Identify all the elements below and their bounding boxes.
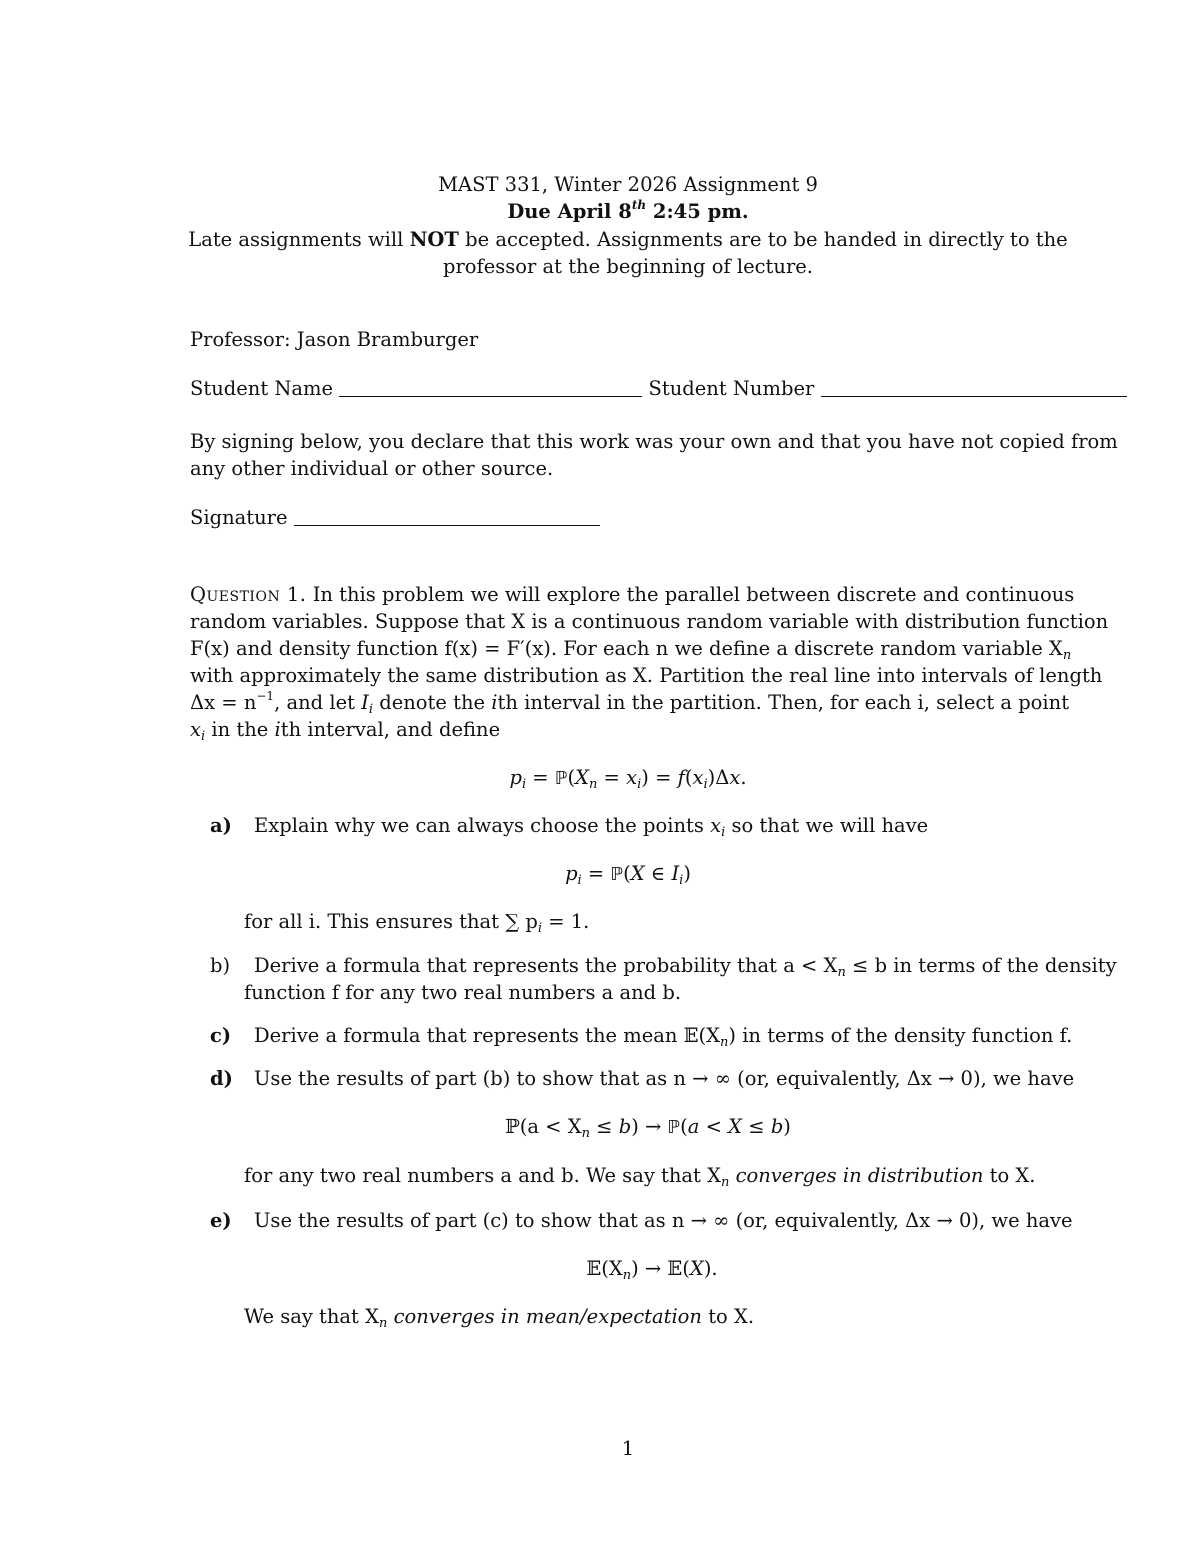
question-intro-line2 — [190, 610, 1108, 633]
question-intro-line5: $\Delta x = n^{-1}$, and let $I_i$ denote the ith interval in the partition. Then, for each i, select a point — [190, 689, 1070, 717]
intro-line-6: th interval, and define — [280, 718, 501, 741]
part-e-line1 — [210, 1209, 1073, 1232]
part-b-label: b) — [210, 954, 231, 977]
intro-line-2: random variables. Suppose that X is a continuous random variable with distribution function — [190, 610, 1109, 633]
part-e-label: e) — [210, 1209, 232, 1232]
part-b-line2 — [244, 981, 681, 1004]
due-date — [0, 200, 1200, 223]
course-line: MAST 331, Winter 2026 Assignment 9 — [438, 173, 818, 196]
part-a-after2: = 1. — [548, 910, 590, 933]
part-c-text1: Derive a formula that represents the mean 𝔼(X — [254, 1024, 721, 1047]
late-before: Late assignments will — [188, 228, 404, 251]
late-line2: professor at the beginning of lecture. — [442, 255, 813, 278]
page-number — [0, 1437, 1200, 1460]
student-fields — [190, 377, 1127, 400]
part-d-label: d) — [210, 1067, 233, 1090]
declaration-line1 — [190, 430, 1118, 453]
part-a-text: Explain why we can always choose the points — [254, 814, 704, 837]
signature-field[interactable] — [294, 507, 600, 526]
part-a-label: a) — [210, 814, 232, 837]
part-a-text2: so that we will have — [731, 814, 929, 837]
part-a-equation: $p_i$ = ℙ(X ∈ $I_i$) — [565, 862, 691, 888]
declaration-line2 — [190, 457, 553, 480]
intro-line-4: with approximately the same distribution as X. Partition the real line into intervals of length — [190, 664, 1103, 687]
part-d-after2: to X. — [989, 1164, 1036, 1187]
part-d-after: for any two real numbers a and b. We say that $X_n$ converges in distribution to X. — [244, 1164, 1036, 1190]
part-b-text1: Derive a formula that represents the probability that a < X — [254, 954, 838, 977]
part-a-after: for all i. This ensures that ∑ $p_i = 1$. — [244, 910, 590, 936]
part-d-after-text: for any two real numbers a and b. We say that X — [244, 1164, 721, 1187]
question-intro-line3: F(x) and density function f(x) = F′(x). For each n we define a discrete random variable $X_n$ — [190, 637, 1072, 663]
main-eq-p: p — [509, 766, 522, 789]
intro-line-1: In this problem we will explore the parallel between discrete and continuous — [312, 583, 1075, 606]
part-b-text1b: ≤ b in terms of the density — [852, 954, 1117, 977]
part-a-line1: a) Explain why we can always choose the points $x_i$ so that we will have — [210, 814, 929, 840]
intro-line-5b: th interval in the partition. Then, for each i, select a point — [497, 691, 1070, 714]
due-prefix: Due April 8 — [507, 200, 632, 223]
late-after: be accepted. Assignments are to be handed in directly to the — [465, 228, 1068, 251]
part-a-after-text: for all i. This ensures that ∑ p — [244, 910, 538, 933]
question-intro-line6: $x_i$ in the ith interval, and define — [190, 718, 501, 744]
question-heading: Question 1. — [190, 583, 307, 606]
part-e-equation: $𝔼(X_n)$ → 𝔼(X). — [586, 1257, 718, 1283]
part-c-text1b: ) in terms of the density function f. — [728, 1024, 1073, 1047]
intro-line-5: Δx = n — [190, 691, 257, 714]
student-number-label: Student Number — [648, 377, 815, 400]
part-d-after-italic: converges in distribution — [735, 1164, 984, 1187]
part-e-after: We say that $X_n$ converges in mean/expectation to X. — [244, 1305, 755, 1331]
part-e-after-text: We say that X — [244, 1305, 379, 1328]
part-b-text2: function f for any two real numbers a and b. — [244, 981, 682, 1004]
part-e-eq: 𝔼(X — [586, 1257, 623, 1280]
course-title — [0, 173, 1200, 196]
declaration-text1: By signing below, you declare that this work was your own and that you have not copied from — [190, 430, 1118, 453]
part-b-line1: b) Derive a formula that represents the probability that $a < X_n \le b$ in terms of the density — [210, 954, 1117, 980]
due-sup: th — [631, 198, 647, 212]
part-e-text1: Use the results of part (c) to show that as n → ∞ (or, equivalently, Δx → 0), we have — [254, 1209, 1073, 1232]
question-intro-line1 — [190, 583, 1074, 606]
part-a-eq-p: p — [565, 862, 578, 885]
part-e-after2: to X. — [708, 1305, 755, 1328]
intro-line-3: F(x) and density function f(x) = F′(x). For each n we define a discrete random variable X — [190, 637, 1063, 660]
professor-text: Professor: Jason Bramburger — [190, 328, 479, 351]
late-policy-line2 — [0, 255, 1200, 278]
part-c-line1: c) Derive a formula that represents the mean $𝔼(X_n)$ in terms of the density function f. — [210, 1024, 1073, 1050]
professor-line — [190, 328, 478, 351]
part-d-text1: Use the results of part (b) to show that as n → ∞ (or, equivalently, Δx → 0), we have — [254, 1067, 1075, 1090]
signature-label: Signature — [190, 506, 288, 529]
due-suffix: 2:45 pm. — [652, 200, 749, 223]
part-d-equation: ℙ(a < $X_n \le b$) → ℙ(a < X ≤ b) — [505, 1115, 791, 1141]
part-e-after-italic: converges in mean/expectation — [393, 1305, 702, 1328]
signature-line — [190, 506, 600, 529]
main-equation: $p_i$ = $ℙ(X_n = x_i) = f(x_i)\Delta x$. — [509, 766, 747, 792]
part-d-line1 — [210, 1067, 1074, 1090]
late-policy-line1 — [0, 228, 1200, 251]
student-number-field[interactable] — [821, 378, 1127, 397]
student-name-label: Student Name — [190, 377, 334, 400]
page-number-text: 1 — [621, 1437, 635, 1460]
student-name-field[interactable] — [339, 378, 642, 397]
declaration-text2: any other individual or other source. — [190, 457, 554, 480]
question-intro-line4 — [190, 664, 1102, 687]
part-c-label: c) — [210, 1024, 232, 1047]
part-d-eq: ℙ(a < X — [505, 1115, 582, 1138]
late-not: NOT — [409, 228, 459, 251]
